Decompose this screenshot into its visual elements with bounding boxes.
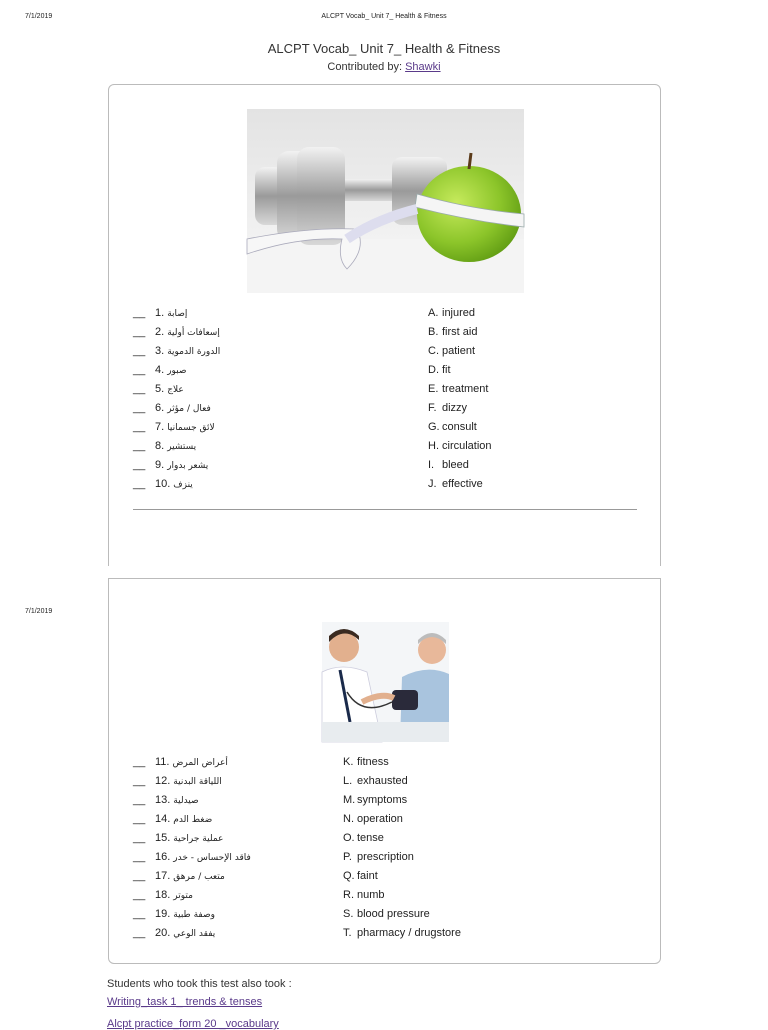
answer-blank: __ [133, 421, 146, 433]
option-text: fitness [357, 756, 389, 768]
answer-blank: __ [133, 440, 146, 452]
question-text: الدورة الدموية [167, 347, 221, 357]
option-text: circulation [442, 440, 492, 452]
answer-blank: __ [133, 870, 146, 882]
question-number: 9. [155, 459, 165, 471]
answer-option [428, 478, 483, 490]
option-text: injured [442, 307, 476, 319]
option-letter: R. [343, 889, 354, 901]
option-text: tense [357, 832, 384, 844]
answer-option [428, 383, 488, 395]
option-letter: L. [343, 775, 353, 787]
question-item [133, 851, 251, 863]
answer-option [343, 889, 385, 901]
question-item [133, 756, 228, 768]
answer-blank: __ [133, 364, 146, 376]
option-letter: F. [428, 402, 437, 414]
quiz-card-2 [108, 578, 661, 964]
option-text: numb [357, 889, 385, 901]
question-number: 6. [155, 402, 165, 414]
question-text: أعراض المرض [172, 758, 228, 768]
question-text: ضغط الدم [173, 815, 213, 825]
question-text: إصابة [167, 309, 188, 319]
question-item [133, 307, 187, 319]
option-letter: D. [428, 364, 439, 376]
question-item [133, 383, 184, 395]
question-item [133, 326, 220, 338]
option-letter: C. [428, 345, 439, 357]
answer-blank: __ [133, 326, 146, 338]
answer-option [428, 459, 469, 471]
question-item [133, 908, 215, 920]
question-item [133, 459, 208, 471]
answer-blank: __ [133, 794, 146, 806]
section-divider [133, 509, 637, 510]
header-date: 7/1/2019 [25, 608, 53, 615]
contributor-line [0, 61, 768, 73]
option-text: operation [357, 813, 403, 825]
question-number: 4. [155, 364, 165, 376]
option-text: blood pressure [357, 908, 430, 920]
question-text: فاقد الإحساس - خدر [173, 853, 251, 863]
option-text: consult [442, 421, 477, 433]
question-text: فعال / مؤثر [167, 404, 211, 414]
question-item [133, 402, 211, 414]
answer-blank: __ [133, 927, 146, 939]
option-text: treatment [442, 383, 489, 395]
author-link[interactable]: Shawki [405, 61, 441, 73]
question-number: 7. [155, 421, 165, 433]
question-number: 11. [155, 756, 170, 768]
answer-option [343, 870, 378, 882]
answer-option [343, 756, 389, 768]
question-number: 13. [155, 794, 171, 806]
answer-blank: __ [133, 345, 146, 357]
option-letter: K. [343, 756, 354, 768]
question-text: يفقد الوعي [173, 929, 216, 939]
option-text: faint [357, 870, 378, 882]
answer-option [428, 364, 451, 376]
question-text: يشعر بدوار [167, 461, 209, 471]
answer-blank: __ [133, 813, 146, 825]
question-text: إسعافات أولية [167, 328, 220, 338]
option-text: patient [442, 345, 476, 357]
answer-option [343, 908, 430, 920]
answer-option [428, 345, 475, 357]
quiz-card-1 [108, 84, 661, 604]
question-item [133, 364, 187, 376]
question-number: 16. [155, 851, 171, 863]
question-item [133, 870, 225, 882]
option-text: fit [442, 364, 451, 376]
answer-option [343, 794, 407, 806]
pdf-page-2 [0, 598, 768, 1030]
option-letter: O. [343, 832, 355, 844]
option-letter: A. [428, 307, 439, 319]
question-number: 12. [155, 775, 171, 787]
answer-option [428, 326, 477, 338]
question-text: اللياقة البدنية [173, 777, 222, 787]
option-text: dizzy [442, 402, 468, 414]
header-title: ALCPT Vocab_ Unit 7_ Health & Fitness [321, 13, 447, 20]
question-item [133, 927, 215, 939]
option-letter: E. [428, 383, 439, 395]
option-letter: H. [428, 440, 439, 452]
header-date: 7/1/2019 [25, 13, 53, 20]
also-took-link-2[interactable] [107, 1018, 279, 1030]
question-number: 18. [155, 889, 171, 901]
question-text: وصفة طبية [173, 910, 215, 920]
question-number: 15. [155, 832, 171, 844]
question-number: 14. [155, 813, 171, 825]
question-item [133, 421, 215, 433]
question-number: 2. [155, 326, 165, 338]
option-letter: Q. [343, 870, 355, 882]
question-number: 5. [155, 383, 165, 395]
question-text: يستشير [167, 442, 197, 452]
answer-blank: __ [133, 402, 146, 414]
question-item [133, 440, 196, 452]
option-letter: S. [343, 908, 354, 920]
option-text: pharmacy / drugstore [357, 927, 461, 939]
question-number: 20. [155, 927, 171, 939]
answer-option [343, 813, 403, 825]
question-item [133, 775, 222, 787]
question-item [133, 478, 193, 490]
question-text: ينزف [173, 480, 193, 490]
question-item [133, 813, 212, 825]
answer-blank: __ [133, 775, 146, 787]
option-letter: J. [428, 478, 437, 490]
option-text: exhausted [357, 775, 408, 787]
question-number: 8. [155, 440, 165, 452]
answer-option [343, 775, 408, 787]
option-letter: I. [428, 459, 435, 471]
answer-option [343, 832, 384, 844]
option-letter: G. [428, 421, 440, 433]
option-text: first aid [442, 326, 478, 338]
contributed-label: Contributed by: [327, 61, 403, 73]
option-letter: N. [343, 813, 354, 825]
answer-option [428, 402, 467, 414]
question-item [133, 889, 193, 901]
answer-blank: __ [133, 459, 146, 471]
question-text: متعب / مرهق [173, 872, 225, 882]
answer-blank: __ [133, 851, 146, 863]
answer-option [428, 421, 477, 433]
option-text: prescription [357, 851, 414, 863]
option-text: symptoms [357, 794, 408, 806]
answer-blank: __ [133, 383, 146, 395]
question-number: 1. [155, 307, 165, 319]
question-item [133, 345, 220, 357]
question-number: 19. [155, 908, 171, 920]
answer-option [428, 307, 475, 319]
option-letter: T. [343, 927, 352, 939]
question-text: عملية جراحية [173, 834, 224, 844]
option-letter: M. [343, 794, 356, 806]
answer-blank: __ [133, 889, 146, 901]
question-number: 10. [155, 478, 171, 490]
question-text: لائق جسمانيا [167, 423, 215, 433]
document-title: ALCPT Vocab_ Unit 7_ Health & Fitness [267, 41, 501, 56]
also-took-link-text[interactable]: Writing_task 1_ trends & tenses [107, 996, 263, 1008]
question-text: صيدلية [173, 796, 199, 806]
answer-option [428, 440, 492, 452]
question-number: 17. [155, 870, 171, 882]
also-took-link-1[interactable] [107, 996, 262, 1008]
question-text: صبور [167, 366, 187, 376]
also-took-link-text[interactable]: Alcpt practice_form 20 _vocabulary [107, 1018, 279, 1030]
question-item [133, 832, 223, 844]
option-letter: B. [428, 326, 439, 338]
question-item [133, 794, 199, 806]
question-number: 3. [155, 345, 165, 357]
answer-option [343, 851, 414, 863]
doctor-blood-pressure-photo [322, 622, 449, 742]
answer-blank: __ [133, 908, 146, 920]
answer-blank: __ [133, 478, 146, 490]
answer-blank: __ [133, 756, 146, 768]
question-text: علاج [167, 385, 184, 395]
answer-blank: __ [133, 307, 146, 319]
question-text: متوتر [173, 891, 193, 901]
option-letter: P. [343, 851, 352, 863]
option-text: bleed [442, 459, 469, 471]
dumbbell-apple-photo [247, 109, 524, 293]
also-took-label: Students who took this test also took : [107, 978, 292, 990]
option-text: effective [442, 478, 483, 490]
answer-blank: __ [133, 832, 146, 844]
answer-option [343, 927, 461, 939]
